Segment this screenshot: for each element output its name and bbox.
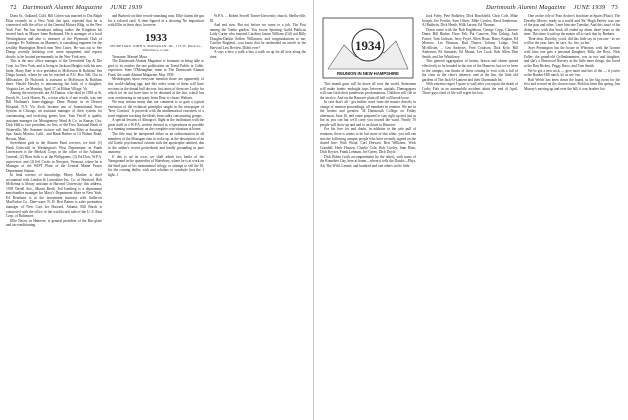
left-column-3: [210, 14, 306, 416]
paragraph: In final science of knowledge, Henry Mosher is chief accountant with London & Lancashire Ins. Co. of Hartford. Bob McKenna is library assistant at Harvard University; this address, 1939 Terrell Ave., Mount Berth. Ted Isenberg is a department merchandise manager for Macy's Department Store in New York. Ed Dearborn is in the investment business with Sallie-on MacFarlan Co., Dare-ware, N. H. Bert Bairno is sales promotion manager of New Cars for Harvard, Atlanta; Bill Burch is connected with the office of the world truck sale of the U. S. Rust Corp. of Baltimore.: [6, 173, 102, 219]
paragraph: We may inform many that our comment is to gain a typical extension of the technical principles taught in the newspaper of 'New Comfort'. It proceeds with the mathematical exactness of a town engineer tracking the ideals from sulky constructing groups.: [108, 100, 204, 118]
reunion-badge: [322, 17, 414, 79]
paragraph: Jack Foley, Pete Bulkeley, Dick Burchfield, Chris Cole, Mike Joseph, Joe Fowler, Sam Oliver, Mike Cowles, Reed Sanderson, Al Baldwin, Dick Heath, Wilk Larsen, Ed Thomas.: [422, 14, 518, 28]
right-page-title: Dartmouth Alumni Magazine: [485, 4, 566, 11]
paragraph: Dick Robin (with accompaniment by the other), with some of the Rounders Gay, here at home—where it tells the Dawks—Phys, Ad, The Wild, Lennie, and hundred and one others in the little.: [320, 154, 416, 168]
class-secretary: SECRETARY, JOHN S. MONAGAN, JR., 175 W. Main St., Waterbury, Conn.: [110, 43, 202, 53]
class-section-heading: [108, 32, 204, 53]
paragraph: W.P.A. ... Robert Sewell Turner-University church, Shelbyville, Ill.: [210, 14, 306, 23]
paragraph: One on the role of Fran Archer's brochure in Spain (Pluto). The Dorothy Moore, ready as a world and 'Sir' Hugh Fairley was one of the past and other, I met him one Tuesday. And this issue of his doing now with this book all ended up about three years to the time. This time it said up the matter all to such that by Barbara.: [524, 14, 620, 37]
left-page-number: 72: [10, 4, 17, 11]
badge-caption: REUNION IN NEW HAMPSHIRE: [337, 71, 399, 76]
paragraph: With extreme regret I spare to wall after you report the death of Corky Fish in an automobile accident about the end of April. Those guys fond of life will regret his loss.: [422, 82, 518, 96]
left-page-header: [6, 4, 142, 11]
paragraph: Dona St., Oakland, Calif. Bill Cohen was married to Dot Ralph Elias recently in a New York Jan spot, reported that he is connected with the office of the General Motors Bldg. at the New York Fair. Pat has broadcast talking radios the Kingdom his moved back as Misses Irene Redmond. He is manager of a local Westinghouse and also is treasurer of the Plymouth Club of Carnegie. Ev Naffman, on Manners, is consulting engineer for the wealthy Huntington Beach near New Lines. He was out to See Dunge recently finishing over some equipment, and reports shortly to be located permanently in the New York area.: [6, 14, 102, 59]
right-column-2: [422, 14, 518, 416]
paragraph: A says a how a walk a box a walk on up for all lose along the time.: [210, 50, 306, 59]
paragraph: For his love for and doubt, in addition to the safe pull of reunions, there is seems to be lost more of this affair, you will ran into the following campus people who have recently signed on the dotted line: Walt Wood, Carl Drewett, Bert Williams, Wick Crandall, Herb Huston, Charlie Cole, Bob Cooley, Sam Blair, Dick Keyser, Frank Lehman, Joe Green, Dick Doyle.: [320, 127, 416, 155]
paragraph: Treasurer, Manuel Mora: [112, 54, 147, 59]
paragraph: This general aggregation of brains, brawn and charm spread effectively to be bonded to the rest of the Hanover, but we've been to the campus, one thinks of these coming to visit with a full of the class in the class's absence; and at the Inn, the little old gardens of The Jack-O-Lantern and their Dartmouth hit.: [422, 59, 518, 82]
paragraph: This month guns will be down all over the world. Statesmen will make frantic midnight trips between capitals. Demagogues will roar forth their ponderous proclamations. Children will file in the service. And on the Hanover plain all hell will break loose.: [320, 82, 416, 100]
paragraph: A special lessons of Almagro's flight in the inclination with the great itself at a W.P.A. worker dressed as a lyperchusa as possible is a running commentary on the complete sour situation at home.: [108, 118, 204, 132]
left-column-2: [108, 14, 204, 416]
paragraph: Among the newlyweds are Al Dumas, who died in 1938 at St. Enoch St., Lock Haven, Pa., a town which, if one recalls, was one Bill Hoffman's home-diggings. Dene Platner in in Denver Hospital, N.Y. Vic Koch became one of International Store System in Chicago, an assistant manager of their system for consumating and receiving germs here. Tom Terrill is quality assistant manager for Montgomery Ward & Co. in Kansas City. Dick Hall is vice president, no less, of the First National Bank of Waterville, Me. Summer visitors will find Jim Riley at Saratoga Spa, Santa Monica, Calif., and Hank Barber at 14 Walnut Road, Boston, Mass.: [6, 91, 102, 141]
right-page: [314, 0, 628, 420]
paragraph: If this is ad its own, we shall admit two battle of the Namgroand in the quarterlies of Waterbury, where he is at work on the third part of his monumental trilogy, to attempt to sell the IS, for the coming ability with and scholars to conclude (not the 1 light, 1: [108, 154, 204, 177]
paragraph: Metholognes upon everyone mention those are apparently of this world-shaking app, and this order some of them will have sections in the dental bull doctors. but, most of them are Lucky for which we do not have time to be detained at the last, which has won overhearing in our party from Dear to classic Waltaes.: [108, 77, 204, 100]
left-page-title: Dartmouth Alumni Magazine: [22, 4, 103, 11]
paragraph: Bob Welch has been down the board, in the big room for the first and second on the chosen issue. Bob has been this spring, Jim Murray's moving up and over the hill, it was brother Joe.: [524, 77, 620, 91]
left-column-1: [6, 14, 102, 416]
paragraph: We've got a new trick — give more and lots of the — if you're at the Bunker Hill ranch, let us see 'em.: [524, 68, 620, 78]
paragraph: Ellie Neves, in Hanover, is general president of the Bur glaze and air-conditioning: [6, 218, 102, 228]
paragraph: Down some with the Bob Englehorn, George Copp, Clarence Dunn, Bill Rinker, Dave Felt, Pat Conover, Ben Gehrig, Jack Foster, Tom Jackson, Jerry Fryer, Allen Ryan, Harry Kaplan, Ed Morrow, Les Ehrman, Bud Thayer, Johnny Lodge, Ned McAllister, ... Len Andrews, Fred Cookson, Dick Kyle, Bill Andersen, Ed Simonds, Ed Moran, Lee Cook, Rob Allen, Ben Smith, and Joe Whittlesey.: [422, 27, 518, 59]
right-page-date: JUNE 1939: [573, 4, 606, 11]
paragraph: 'Dear dear, Dorothy, you'd, did this little say in you one - as we will be the year, here, he says. So, fire, ya bet.': [524, 36, 620, 46]
paragraph: This is the new office manager of the Greenfield Tap & Die Corp. for New York, and is living in Jackson Heights with his new bride. Harry Barr is vice president to McKesson & Robbins' Sea Dingo branch, where he can be reached at P.O. Box 546. Out in Milwaukee, Dr Holcomb is assistant to McKesson & Robbins there. Harold Hawley is announcing the birth of a daughter, Virginia Lee, on Monday, April 17, at Hilton Village, Va.: [6, 59, 102, 91]
badge-year: 1934: [355, 38, 381, 53]
paragraph: In case that's all - get further word from the master directly in charge of reunion proceedings, all members in reunion. We are in the hottest and greatest '34 Dartmouth College on Friday afternoon, June 16, and come prepared to stay right up and just as hot as you can but we'll carry you toward the ward. Nearly 70 people will show up and and to on down to Hanover.: [320, 100, 416, 127]
paragraph: And end now. But not before we come to a job. The Post among the Tonbo guiden. You swore Sporting Guild Publicus Lady Carter who married Carolina Janice William (Gil) ard Billy Douglas-Darkin Sallow Wilkinson, and congratulations to me, Carolee Bugland—you know that he unfinished an article in the Harvard Law Review. Didn't ever?: [210, 23, 306, 50]
paragraph: The title may be interpreted either as an ordinarization in all members of the Monagan clan to woke up, at the description of an old Gaelic psychonesial custom with the apostrophe omitted, due to the author's recent pocketbook and hardly grounding in pure anatomy.: [108, 132, 204, 155]
paragraph: Ayer Pennington has the house in Wheaton, with the Gomez with him; one gets a personal Daughter, Billy, the Boys. Nick Fuller; the grand-old Gyllenhammers, you in two and daughter, and she's a Sherwood Nursery in the little more things, she loved at the Bart Rickey; Peggy Knox, and Tom Smith.: [524, 45, 620, 69]
paragraph: Sweetheart girls in the Alumni Fund services, we find: (1) Hank Griswold, in Washington's Wise Department; in Frank Linveraxen is the Medical Corps in the office of the Adjutant General; (2) Bion Salls is at the Philippines; (3) Ed Dow, W.P.A. supervisor; and (4) Jeff Crofts in Newport, Vermont, where he is Manager of the WIPT Plant of the Central Maine Power Department Station.: [6, 141, 102, 173]
paragraph: and Burbeck on their record-smashing runs. Ellie claims the gas for a colored card. A time figured in a showing No imposition with Ellie in these days, however.: [108, 14, 204, 28]
right-page-header: [486, 4, 622, 11]
right-column-1: [320, 14, 416, 416]
reunion-badge-graphic: [322, 17, 414, 79]
left-page-date: JUNE 1939: [110, 4, 143, 11]
right-column-3: [524, 14, 620, 416]
right-page-number: 73: [611, 4, 618, 11]
class-year: 1933: [145, 31, 167, 44]
paragraph: The Dartmouth Alumni Magazine is fortunate in being able to give to its readers the one publication on Trend Public in Cable, expection. Sons O'Monaghan, mine to The Dartmouth Alumni Fund, the south Alumni Magazine, May 1939.: [108, 59, 204, 77]
